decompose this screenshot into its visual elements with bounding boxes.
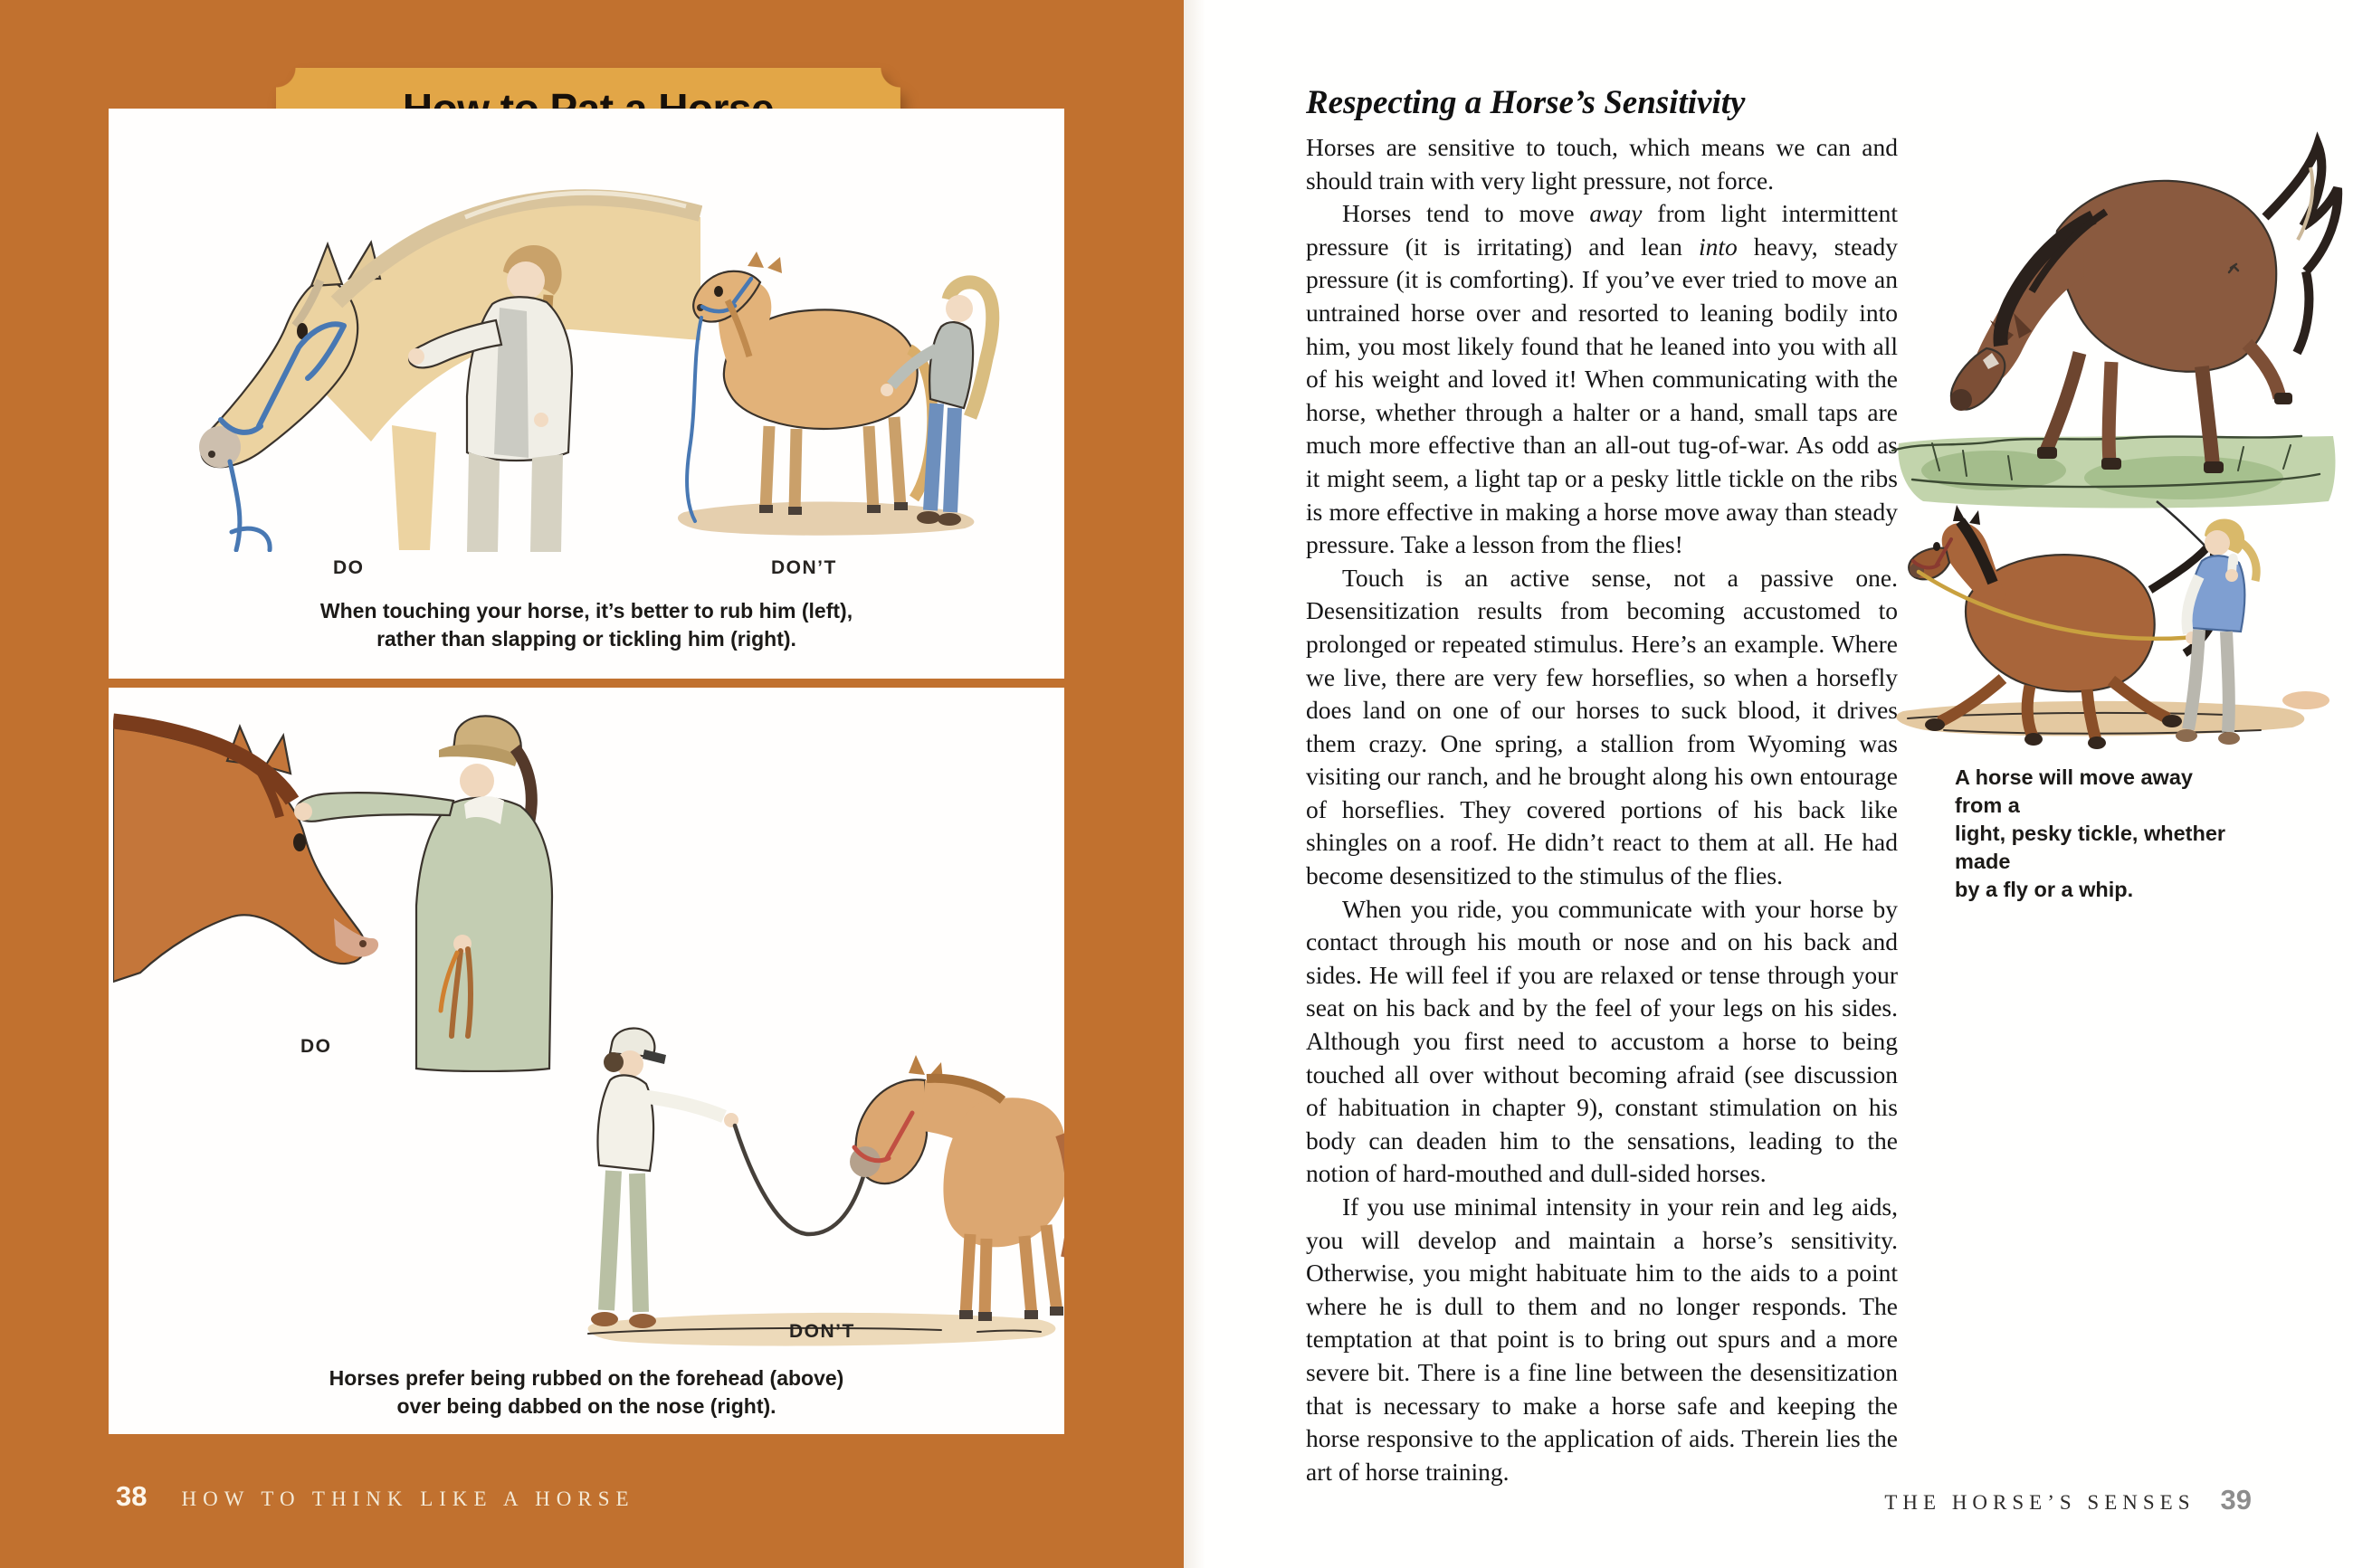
page-number-left: 38	[116, 1480, 148, 1512]
italic-away: away	[1589, 199, 1643, 228]
illustration-rubbing-shoulder	[134, 143, 702, 552]
right-caption-line1: A horse will move away from a	[1955, 765, 2193, 817]
dont-label: DON’T	[789, 1321, 855, 1342]
paragraph-5: If you use minimal intensity in your rein and leg aids, you will develop and maintain a horse’s sensitivity. Otherwise, you might habituate him to the aids to a point where he is dull to them and no longer responds. The temptation at that point is to bring out spurs and a more severe bit. There is a fine line between the desensitization that is necessary to make a horse safe and keeping the horse responsive to the application of aids. Therein lies the art of horse training.	[1306, 1193, 1898, 1486]
section-heading: Respecting a Horse’s Sensitivity	[1306, 84, 1746, 121]
left-footer	[116, 1480, 635, 1513]
illustration-horse-walking-grass	[1885, 81, 2348, 523]
paragraph-2	[1306, 197, 1898, 562]
panel-forehead	[109, 688, 1064, 1434]
illustration-dabbing-nose	[561, 1024, 1064, 1370]
illustration-horse-lunging	[1881, 463, 2347, 764]
panel2-caption	[109, 1364, 1064, 1421]
paragraph-2-text: heavy, steady pressure (it is comforting). If you’ve ever tried to move an untrained horse over and resorted to leaning bodily into him, you most likely found that he leaned into you with all of his weight and loved it! When communicating with the horse, whether through a halter or a hand, small taps are much more effective than an all-out tug-of-war. As odd as it might seem, a light tap or a pesky little tickle on the ribs is more effective in making a horse move away than steady pressure. Take a lesson from the flies!	[1306, 232, 1898, 559]
paragraph-4: When you ride, you communicate with your horse by contact through his mouth or nose and on his back and sides. He will feel if you are relaxed or tense through your seat on his back and by the feel of your legs on his sides. Although you first need to accustom a horse to being touched all over without becoming afraid (see discussion of habituation in chapter 9), constant stimulation on his body can deaden him to the sensations, leading to the notion of hard-mouthed and dull-sided horses.	[1306, 894, 1898, 1188]
page-number-right: 39	[2220, 1484, 2252, 1516]
do-label: DO	[333, 557, 365, 578]
paragraph-1: Horses are sensitive to touch, which means we can and should train with very light pressure, not force.	[1306, 133, 1898, 195]
right-caption-line2: light, pesky tickle, whether made	[1955, 822, 2226, 873]
right-footer	[1884, 1484, 2252, 1516]
right-caption	[1955, 764, 2235, 904]
paragraph-3: Touch is an active sense, not a passive one. Desensitization results from becoming accustomed to prolonged or repeated stimulus. Here’s an example. Where we live, there are very few horseflies, so when a horsefly does land on one of our horses to suck blood, it drives them crazy. One spring, a stallion from Wyoming was visiting our ranch, and he brought along his own entourage of horseflies. They covered portions of his back like shingles on a roof. He didn’t react to them at all. He had become desensitized to the stimulus of the flies.	[1306, 563, 1898, 890]
book-title: HOW TO THINK LIKE A HORSE	[181, 1487, 635, 1510]
right-caption-line3: by a fly or a whip.	[1955, 878, 2134, 901]
panel1-caption-line2: rather than slapping or tickling him (right).	[376, 627, 796, 651]
panel2-caption-line1: Horses prefer being rubbed on the forehead (above)	[329, 1366, 844, 1390]
chapter-title: THE HORSE’S SENSES	[1884, 1491, 2196, 1514]
panel1-caption	[109, 597, 1064, 653]
article	[1306, 83, 1898, 1488]
paragraph-2-text: Horses tend to move	[1342, 199, 1590, 228]
panel2-caption-line2: over being dabbed on the nose (right).	[396, 1394, 776, 1418]
paragraph-2-text: from light intermittent pressure (it is irritating) and lean	[1306, 199, 1898, 261]
panel1-caption-line1: When touching your horse, it’s better to rub him (left),	[319, 599, 853, 622]
do-label: DO	[300, 1036, 332, 1057]
dont-label: DON’T	[771, 557, 837, 578]
italic-into: into	[1698, 232, 1738, 261]
illustration-rubbing-forehead	[113, 710, 656, 1072]
illustration-tickling-belly	[641, 221, 1064, 545]
panel-touching	[109, 109, 1064, 679]
right-page	[1184, 0, 2353, 1568]
